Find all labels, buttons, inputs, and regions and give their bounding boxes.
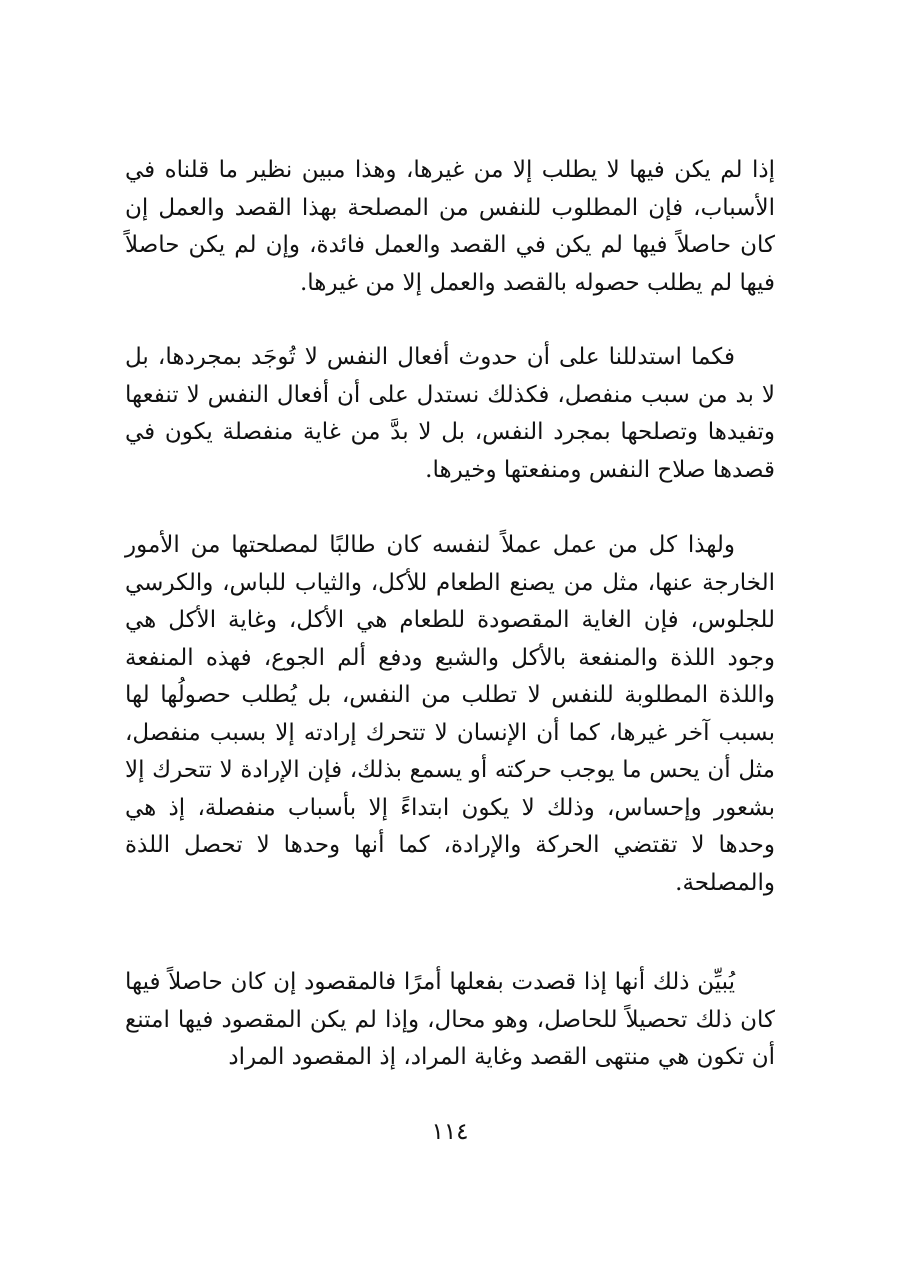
paragraph-4: يُبيِّن ذلك أنها إذا قصدت بفعلها أمرًا فالمقصود إن كان حاصلاً فيها كان ذلك تحصيلاً للحاصل، وهو محال، وإذا لم يكن المقصود فيها امتنع أن تكون هي منتهى القصد وغاية المراد، إذ المقصود المراد — [125, 969, 775, 1070]
paragraph-3: ولهذا كل من عمل عملاً لنفسه كان طالبًا لمصلحتها من الأمور الخارجة عنها، مثل من يصنع الطعام للأكل، والثياب للباس، والكرسي للجلوس، فإن الغاية المقصودة للطعام هي الأكل، وغاية الأكل هي وجود اللذة والمنفعة بالأكل والشبع ودفع ألم الجوع، فهذه المنفعة واللذة المطلوبة للنفس لا تطلب من النفس، بل يُطلب حصولُها لها بسبب آخر غيرها، كما أن الإنسان لا تتحرك إرادته إلا بسبب منفصل، مثل أن يحس ما يوجب حركته أو يسمع بذلك، فإن الإرادة لا تتحرك إلا بشعور وإحساس، وذلك لا يكون ابتداءً إلا بأسباب منفصلة، إذ هي وحدها لا تقتضي الحركة والإرادة، كما أنها وحدها لا تحصل اللذة والمصلحة. — [125, 532, 775, 896]
paragraph-2: فكما استدللنا على أن حدوث أفعال النفس لا تُوجَد بمجردها، بل لا بد من سبب منفصل، فكذلك نستدل على أن أفعال النفس لا تنفعها وتفيدها وتصلحها بمجرد النفس، بل لا بدَّ من غاية منفصلة يكون في قصدها صلاح النفس ومنفعتها وخيرها. — [125, 344, 775, 483]
paragraph-1: إذا لم يكن فيها لا يطلب إلا من غيرها، وهذا مبين نظير ما قلناه في الأسباب، فإن المطلوب للنفس من المصلحة بهذا القصد والعمل إن كان حاصلاً فيها لم يكن في القصد والعمل فائدة، وإن لم يكن حاصلاً فيها لم يطلب حصوله بالقصد والعمل إلا من غيرها. — [125, 157, 775, 296]
page-number: ١١٤ — [431, 1119, 469, 1145]
